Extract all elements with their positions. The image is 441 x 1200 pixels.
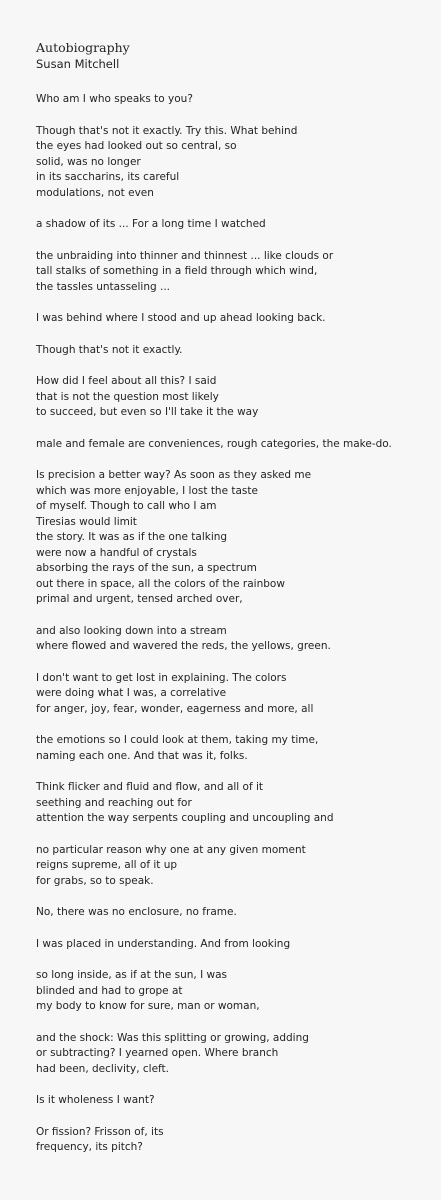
poem-line: frequency, its pitch?	[36, 1141, 143, 1153]
poem-line: Or fission? Frisson of, its	[36, 1125, 164, 1138]
poem-line: seething and reaching out for	[36, 796, 192, 809]
poem-body	[36, 92, 405, 1156]
poem-line: Is it wholeness I want?	[36, 1094, 155, 1106]
poem-line: to succeed, but even so I'll take it the way	[36, 406, 259, 418]
poem-stanza	[36, 1031, 405, 1078]
poem-stanza	[36, 92, 405, 108]
poem-line: for grabs, so to speak.	[36, 874, 154, 887]
poem-stanza	[36, 968, 405, 1015]
poem-line: the unbraiding into thinner and thinnest ... like clouds or	[36, 249, 334, 262]
poem-stanza	[36, 249, 405, 296]
poem-line: Though that's not it exactly. Try this. What behind	[36, 124, 298, 137]
poem-line: in its saccharins, its careful	[36, 171, 180, 183]
poem-stanza	[36, 124, 405, 202]
poem-stanza	[36, 1125, 405, 1156]
poem-line: How did I feel about all this? I said	[36, 375, 217, 387]
poem-line: a shadow of its ... For a long time I watched	[36, 218, 266, 230]
poem-line: no particular reason why one at any given moment	[36, 843, 306, 856]
poem-line: No, there was no enclosure, no frame.	[36, 906, 237, 918]
poem-stanza	[36, 311, 405, 327]
poem-stanza	[36, 937, 405, 953]
poem-line: which was more enjoyable, I lost the taste	[36, 484, 258, 497]
poem-line: I don't want to get lost in explaining. The colors	[36, 671, 287, 684]
poem-stanza	[36, 217, 405, 233]
poem-stanza	[36, 780, 405, 827]
poem-line: tall stalks of something in a field through which wind,	[36, 265, 318, 277]
poem-line: blinded and had to grope at	[36, 984, 183, 997]
poem-line: and the shock: Was this splitting or growing, adding	[36, 1031, 309, 1044]
poem-line: primal and urgent, tensed arched over,	[36, 593, 243, 605]
poem-line: Think flicker and fluid and flow, and all of it	[36, 781, 264, 793]
poem-line: Who am I who speaks to you?	[36, 93, 193, 105]
poem-stanza	[36, 624, 405, 655]
poem-title: Autobiography	[36, 40, 130, 55]
poem-line: the emotions so I could look at them, taking my time,	[36, 734, 319, 746]
poem-line: for anger, joy, fear, wonder, eagerness and more, all	[36, 702, 314, 715]
poem-line: male and female are conveniences, rough categories, the make-do.	[36, 437, 392, 450]
poem-stanza	[36, 733, 405, 764]
poem-author: Susan Mitchell	[36, 57, 120, 71]
poem-line: were doing what I was, a correlative	[36, 687, 227, 699]
poem-line: I was placed in understanding. And from looking	[36, 937, 291, 950]
poem-line: attention the way serpents coupling and uncoupling and	[36, 812, 334, 824]
poem-line: so long inside, as if at the sun, I was	[36, 969, 228, 981]
poem-stanza	[36, 671, 405, 718]
poem-stanza	[36, 843, 405, 890]
poem-line: where flowed and wavered the reds, the yellows, green.	[36, 640, 331, 652]
poem-stanza	[36, 374, 405, 421]
poem-line: absorbing the rays of the sun, a spectrum	[36, 562, 257, 574]
poem-line: and also looking down into a stream	[36, 624, 227, 637]
poem-line: or subtracting? I yearned open. Where branch	[36, 1047, 279, 1059]
poem-line: were now a handful of crystals	[36, 546, 197, 559]
poem-line: of myself. Though to call who I am	[36, 500, 217, 512]
poem-line: had been, declivity, cleft.	[36, 1062, 169, 1075]
poem-line: Tiresias would limit	[36, 515, 137, 528]
poem-stanza	[36, 905, 405, 921]
poem-line: the eyes had looked out so central, so	[36, 140, 237, 152]
poem-line: the story. It was as if the one talking	[36, 531, 228, 543]
poem-line: I was behind where I stood and up ahead looking back.	[36, 312, 326, 324]
poem-line: out there in space, all the colors of the rainbow	[36, 577, 285, 590]
poem-line: my body to know for sure, man or woman,	[36, 1000, 260, 1012]
poem-line: Is precision a better way? As soon as they asked me	[36, 469, 312, 481]
poem-line: naming each one. And that was it, folks.	[36, 749, 248, 762]
poem-line: modulations, not even	[36, 186, 154, 199]
poem-line: solid, was no longer	[36, 155, 141, 168]
poem-line: the tassles untasseling ...	[36, 280, 171, 293]
poem-line: Though that's not it exactly.	[36, 343, 183, 356]
poem-stanza	[36, 437, 405, 453]
poem-stanza	[36, 343, 405, 359]
poem-line: that is not the question most likely	[36, 390, 219, 403]
poem-stanza	[36, 468, 405, 608]
poem-stanza	[36, 1093, 405, 1109]
poem-line: reigns supreme, all of it up	[36, 859, 178, 871]
